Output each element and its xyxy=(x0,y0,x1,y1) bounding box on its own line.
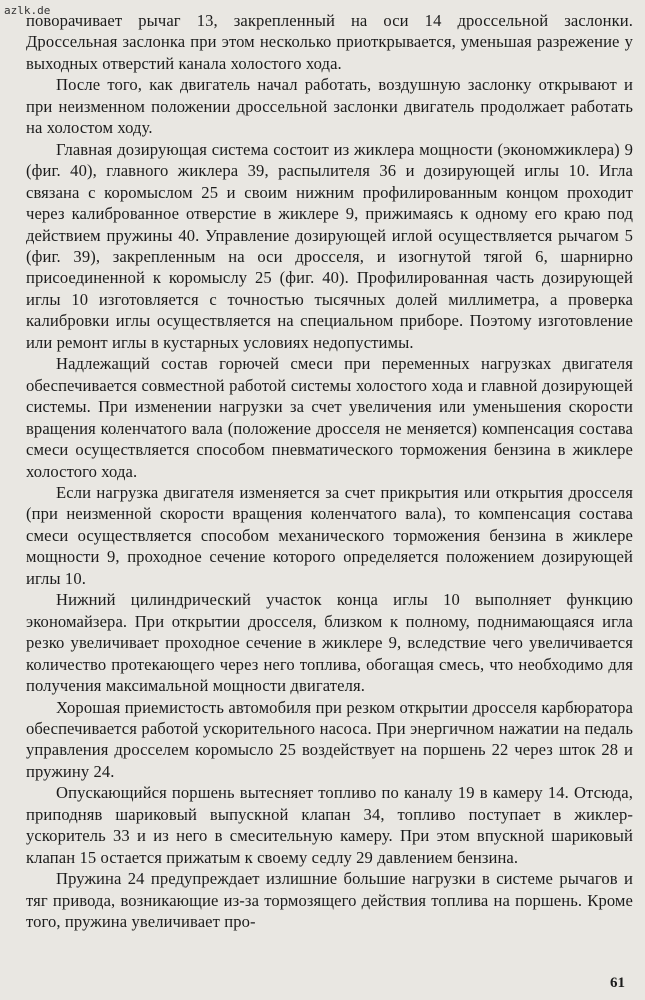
paragraph: Если нагрузка двигателя изменяется за счет прикрытия или открытия дросселя (при неизменной скорости вращения коленчатого вала), то компенсация состава смеси осуществляется способом механического торможения бензина в жиклере мощности 9, проходное сечение которого определяется положением дозирующей иглы 10. xyxy=(26,482,633,588)
watermark: azlk.de xyxy=(4,4,51,17)
paragraph: Опускающийся поршень вытесняет топливо по каналу 19 в камеру 14. Отсюда, приподняв шариковый выпускной клапан 34, топливо поступает в жиклер-ускоритель 33 и из него в смесительную камеру. При этом впускной шариковый клапан 15 остается прижатым к своему седлу 29 давлением бензина. xyxy=(26,783,633,867)
paragraph: Нижний цилиндрический участок конца иглы 10 выполняет функцию экономайзера. При открытии дросселя, близком к полному, поднимающаяся игла резко увеличивает проходное сечение в жиклере 9, вследствие чего увеличивается количество протекающего через него топлива, обогащая смесь, что необходимо для получения максимальной мощности двигателя. xyxy=(26,590,633,696)
page-number: 61 xyxy=(610,975,625,991)
paragraph: Хорошая приемистость автомобиля при резком открытии дросселя карбюратора обеспечивается работой ускорительного насоса. При энергичном нажатии на педаль управления дросселем коромысло 25 воздействует на поршень 22 через шток 28 и пружину 24. xyxy=(26,697,633,781)
paragraph: поворачивает рычаг 13, закрепленный на оси 14 дроссельной заслонки. Дроссельная заслонка при этом несколько приоткрывается, уменьшая разрежение у выходных отверстий канала холостого хода. xyxy=(26,11,633,73)
paragraph: Надлежащий состав горючей смеси при переменных нагрузках двигателя обеспечивается совместной работой системы холостого хода и главной дозирующей системы. При изменении нагрузки за счет увеличения или уменьшения скорости вращения коленчатого вала (положение дросселя не меняется) компенсация состава смеси осуществляется способом пневматического торможения бензина в жиклере холостого хода. xyxy=(26,354,633,481)
body-text xyxy=(26,10,633,932)
paragraph: Пружина 24 предупреждает излишние большие нагрузки в системе рычагов и тяг привода, возникающие из-за тормозящего действия топлива на поршень. Кроме того, пружина увеличивает про- xyxy=(26,869,633,932)
paragraph: Главная дозирующая система состоит из жиклера мощности (экономжиклера) 9 (фиг. 40), главного жиклера 39, распылителя 36 и дозирующей иглы 10. Игла связана с коромыслом 25 и своим нижним профилированным концом проходит через калиброванное отверстие в жиклере 9, прижимаясь к одному его краю под действием пружины 40. Управление дозирующей иглой осуществляется рычагом 5 (фиг. 39), закрепленным на оси дросселя, и изогнутой тягой 6, шарнирно присоединенной к коромыслу 25 (фиг. 40). Профилированная часть дозирующей иглы 10 изготовляется с точностью тысячных долей миллиметра, а проверка калибровки иглы осуществляется на специальном приборе. Поэтому изготовление или ремонт иглы в кустарных условиях недопустимы. xyxy=(26,139,633,352)
paragraph: После того, как двигатель начал работать, воздушную заслонку открывают и при неизменном положении дроссельной заслонки двигатель продолжает работать на холостом ходу. xyxy=(26,75,633,138)
